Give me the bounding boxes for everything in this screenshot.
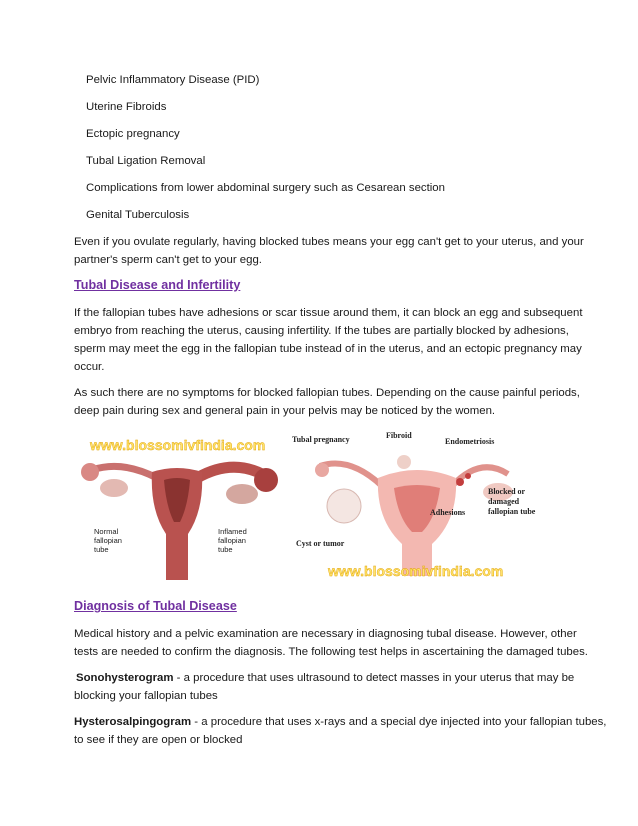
paragraph-line: embryo from reaching the uterus, causing infertility. If the tubes are partially blocked by adhesions, <box>74 325 569 337</box>
hysterosalpingogram-description: - a procedure that uses x-rays and a special dye injected into your fallopian tubes, <box>191 716 607 728</box>
hysterosalpingogram-line <box>74 713 606 732</box>
label-blocked-line: Blocked or <box>488 487 526 496</box>
paragraph-line: sperm may meet the egg in the fallopian tube instead of in the uterus, and an ectopic pregnancy may <box>74 343 582 355</box>
label-blocked-line: damaged <box>488 497 520 506</box>
label-normal-line: Normal <box>94 527 119 536</box>
paragraph-line: deep pain during sex and general pain in your pelvis may be noticed by the women. <box>74 405 496 417</box>
watermark-text: www.blossomivfindia.com <box>90 437 266 453</box>
label-inflamed-line: Inflamed <box>218 527 247 536</box>
label-normal-line: fallopian <box>94 536 122 545</box>
intro-line-2: partner's sperm can't get to your egg. <box>74 254 262 266</box>
section-heading-tubal-disease: Tubal Disease and Infertility <box>74 278 241 292</box>
tubal-disease-causes-illustration <box>290 426 548 586</box>
sonohysterogram-description: - a procedure that uses ultrasound to detect masses in your uterus that may be <box>173 672 575 684</box>
term-sonohysterogram: Sonohysterogram <box>76 672 174 684</box>
label-blocked-line: fallopian tube <box>488 507 536 516</box>
label-endometriosis: Endometriosis <box>445 437 495 446</box>
list-item: Genital Tuberculosis <box>86 209 190 221</box>
normal-vs-inflamed-tube-illustration <box>72 430 282 580</box>
label-tubal-pregnancy: Tubal pregnancy <box>292 435 350 444</box>
label-normal-line: tube <box>94 545 109 554</box>
paragraph-line: As such there are no symptoms for blocked fallopian tubes. Depending on the cause painful periods, <box>74 387 580 399</box>
watermark-text: www.blossomivfindia.com <box>328 563 504 579</box>
paragraph-line: to see if they are open or blocked <box>74 734 243 746</box>
section-heading-diagnosis: Diagnosis of Tubal Disease <box>74 599 237 613</box>
label-cyst-or-tumor: Cyst or tumor <box>296 539 345 548</box>
intro-line-1: Even if you ovulate regularly, having blocked tubes means your egg can't get to your uterus, and your <box>74 236 584 248</box>
paragraph-line: Medical history and a pelvic examination are necessary in diagnosing tubal disease. However, other <box>74 628 577 640</box>
list-item: Pelvic Inflammatory Disease (PID) <box>86 74 260 86</box>
label-inflamed-line: tube <box>218 545 233 554</box>
label-inflamed-line: fallopian <box>218 536 246 545</box>
paragraph-line: tests are needed to confirm the diagnosis. The following test helps in ascertaining the damaged tubes. <box>74 646 588 658</box>
paragraph-line: blocking your fallopian tubes <box>74 690 218 702</box>
term-hysterosalpingogram: Hysterosalpingogram <box>74 716 192 728</box>
paragraph-line: occur. <box>74 361 105 373</box>
list-item: Complications from lower abdominal surgery such as Cesarean section <box>86 182 445 194</box>
sonohysterogram-line <box>76 669 574 688</box>
label-fibroid: Fibroid <box>386 431 412 440</box>
paragraph-line: If the fallopian tubes have adhesions or scar tissue around them, it can block an egg and subsequent <box>74 307 583 319</box>
label-adhesions: Adhesions <box>430 508 466 517</box>
list-item: Tubal Ligation Removal <box>86 155 206 167</box>
list-item: Uterine Fibroids <box>86 101 167 113</box>
list-item: Ectopic pregnancy <box>86 128 180 140</box>
